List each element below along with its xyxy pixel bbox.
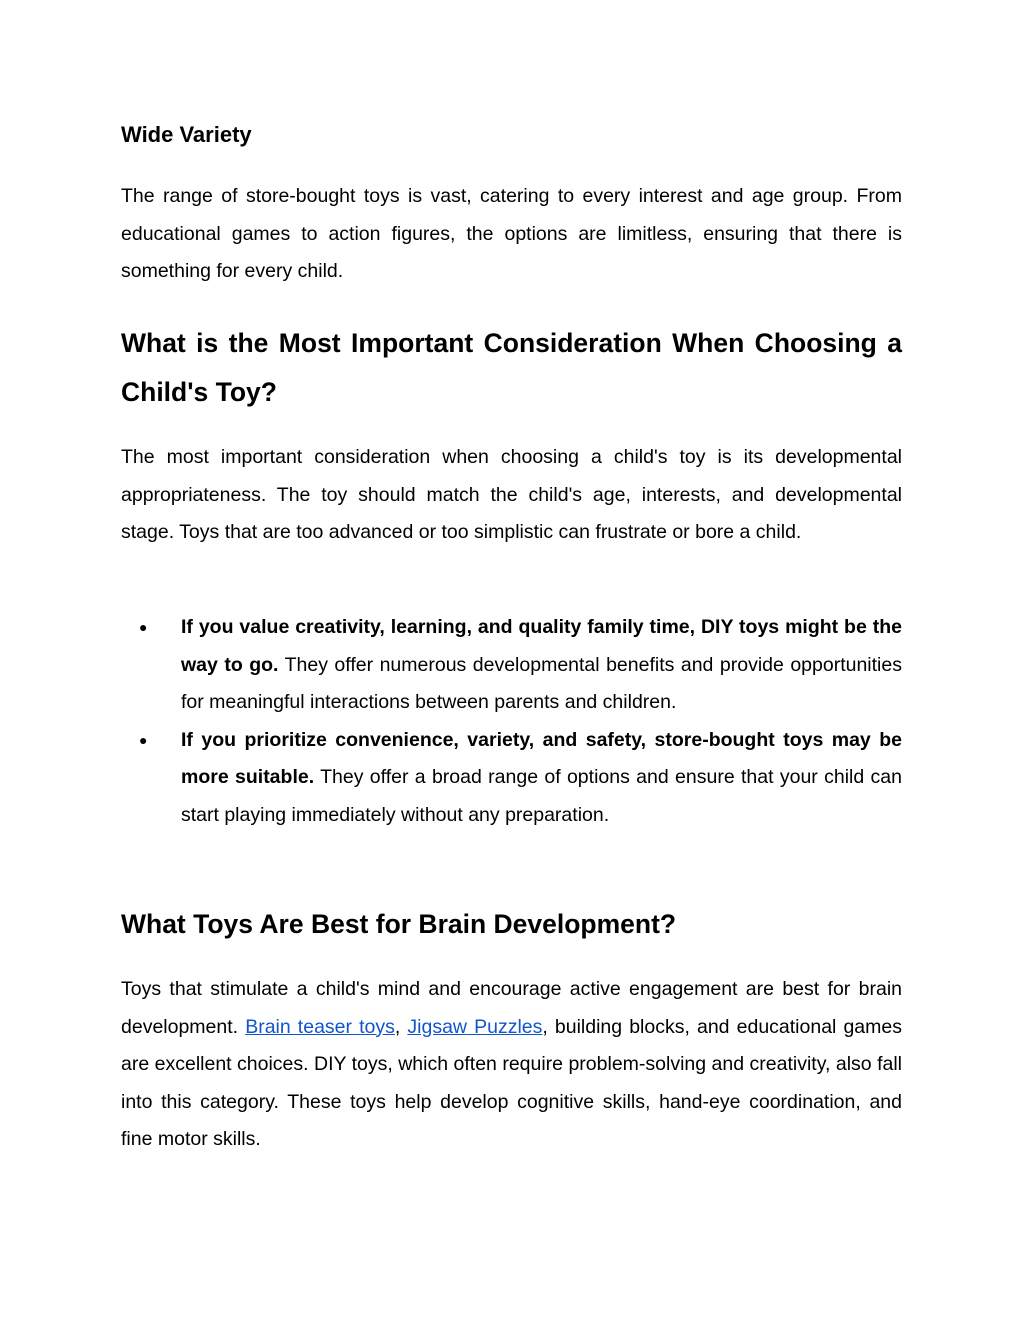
bullet-bold-text: If you prioritize convenience, variety, and safety, store-bought toys may be more suitable.: [181, 728, 902, 789]
wide-variety-paragraph: The range of store-bought toys is vast, catering to every interest and age group. From educational games to action figures, the options are limitless, ensuring that there is something for every child.: [121, 185, 902, 283]
wide-variety-heading: Wide Variety: [121, 122, 252, 147]
consideration-paragraph: The most important consideration when choosing a child's toy is its developmental appropriateness. The toy should match the child's age, interests, and developmental stage. Toys that are too advanced or too simplistic can frustrate or bore a child.: [121, 446, 902, 544]
list-item: [121, 609, 902, 722]
bullet-icon: ●: [139, 619, 148, 635]
consideration-bullet-list: [121, 609, 902, 835]
paragraph-text: , building blocks, and educational games are excellent choices. DIY toys, which often require problem-solving and creativity, also fall into this category. These toys help develop cognitive skills, hand-eye coordination, and fine motor skills.: [121, 1015, 902, 1151]
paragraph-text: Toys that stimulate a child's mind and encourage active engagement are best for brain development.: [121, 978, 902, 1038]
jigsaw-puzzles-link[interactable]: Jigsaw Puzzles: [407, 1015, 543, 1038]
bullet-text: They offer numerous developmental benefits and provide opportunities for meaningful interactions between parents and children.: [181, 653, 902, 714]
brain-teaser-toys-link[interactable]: Brain teaser toys: [245, 1015, 395, 1038]
consideration-heading: What is the Most Important Consideration When Choosing a Child's Toy?: [121, 328, 902, 407]
bullet-bold-text: If you value creativity, learning, and quality family time, DIY toys might be the way to go.: [181, 616, 902, 676]
bullet-icon: ●: [139, 731, 148, 748]
brain-development-heading: What Toys Are Best for Brain Development?: [121, 909, 677, 939]
separator-text: ,: [394, 1015, 408, 1038]
bullet-text: They offer a broad range of options and ensure that your child can start playing immediately without any preparation.: [181, 766, 902, 826]
list-item: [121, 722, 902, 835]
brain-development-paragraph: [121, 971, 902, 1159]
